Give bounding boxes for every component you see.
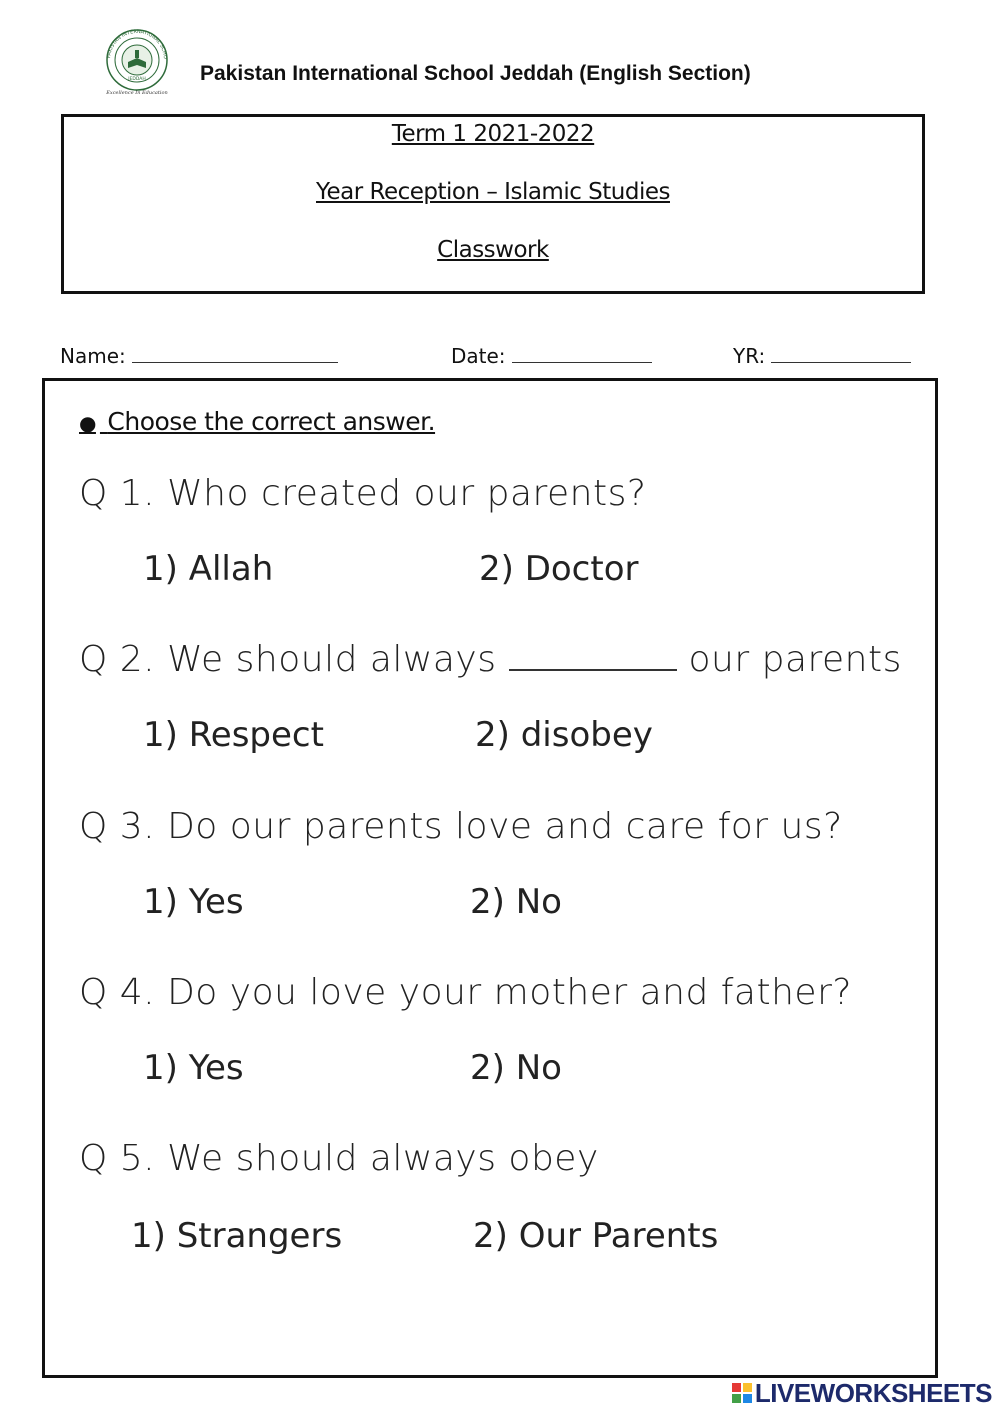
question-5-option-2[interactable]: 2) Our Parents: [473, 1216, 719, 1256]
question-2: [79, 639, 902, 680]
instruction-bullet: ●: [79, 411, 96, 435]
seal-tagline: Excellence In Education: [106, 90, 168, 96]
question-4-text: Q 4. Do you love your mother and father?: [79, 972, 852, 1013]
worksheet-box: [42, 378, 938, 1378]
yr-input-line[interactable]: [771, 361, 911, 363]
question-4-option-1[interactable]: 1) Yes: [143, 1048, 244, 1088]
question-3-option-1[interactable]: 1) Yes: [143, 882, 244, 922]
yr-label: YR:: [733, 344, 766, 368]
school-name: Pakistan International School Jeddah (English Section): [200, 62, 751, 85]
question-3-option-2[interactable]: 2) No: [470, 882, 562, 922]
school-seal-icon: [100, 28, 174, 96]
question-1-option-1[interactable]: 1) Allah: [143, 549, 274, 589]
question-5: [79, 1138, 599, 1179]
name-input-line[interactable]: [132, 361, 338, 363]
name-label: Name:: [60, 344, 126, 368]
question-2-option-2[interactable]: 2) disobey: [475, 715, 653, 755]
yr-field-row: [733, 344, 911, 368]
question-2-text-after: our parents: [688, 639, 902, 680]
question-3: [79, 806, 843, 847]
question-1-option-2[interactable]: 2) Doctor: [479, 549, 639, 589]
seal-city: JEDDAH: [128, 77, 146, 82]
question-3-text: Q 3. Do our parents love and care for us?: [79, 806, 843, 847]
work-type-title: Classwork: [437, 237, 549, 263]
brand-blocks-icon: [732, 1383, 752, 1403]
liveworksheets-brand[interactable]: [732, 1379, 992, 1407]
question-1-text: Q 1. Who created our parents?: [79, 473, 647, 514]
date-input-line[interactable]: [512, 361, 652, 363]
date-label: Date:: [451, 344, 506, 368]
seal-ring-text: PAKISTAN INTERNATIONAL SCHO: [106, 28, 169, 60]
question-4-option-2[interactable]: 2) No: [470, 1048, 562, 1088]
question-5-option-1[interactable]: 1) Strangers: [131, 1216, 343, 1256]
school-logo: [100, 28, 174, 96]
header-box: [61, 114, 925, 294]
question-5-text: Q 5. We should always obey: [79, 1138, 599, 1179]
name-field-row: [60, 344, 338, 368]
brand-text: LIVEWORKSHEETS: [754, 1377, 992, 1408]
question-2-text-before: Q 2. We should always: [79, 639, 497, 680]
instruction-text: Choose the correct answer.: [107, 407, 436, 436]
date-field-row: [451, 344, 652, 368]
question-2-option-1[interactable]: 1) Respect: [143, 715, 324, 755]
term-title: Term 1 2021-2022: [391, 121, 595, 147]
question-2-blank[interactable]: [509, 668, 677, 671]
year-subject-title: Year Reception – Islamic Studies: [316, 179, 670, 205]
question-1: [79, 473, 646, 514]
question-4: [79, 972, 852, 1013]
instruction: [79, 407, 435, 436]
